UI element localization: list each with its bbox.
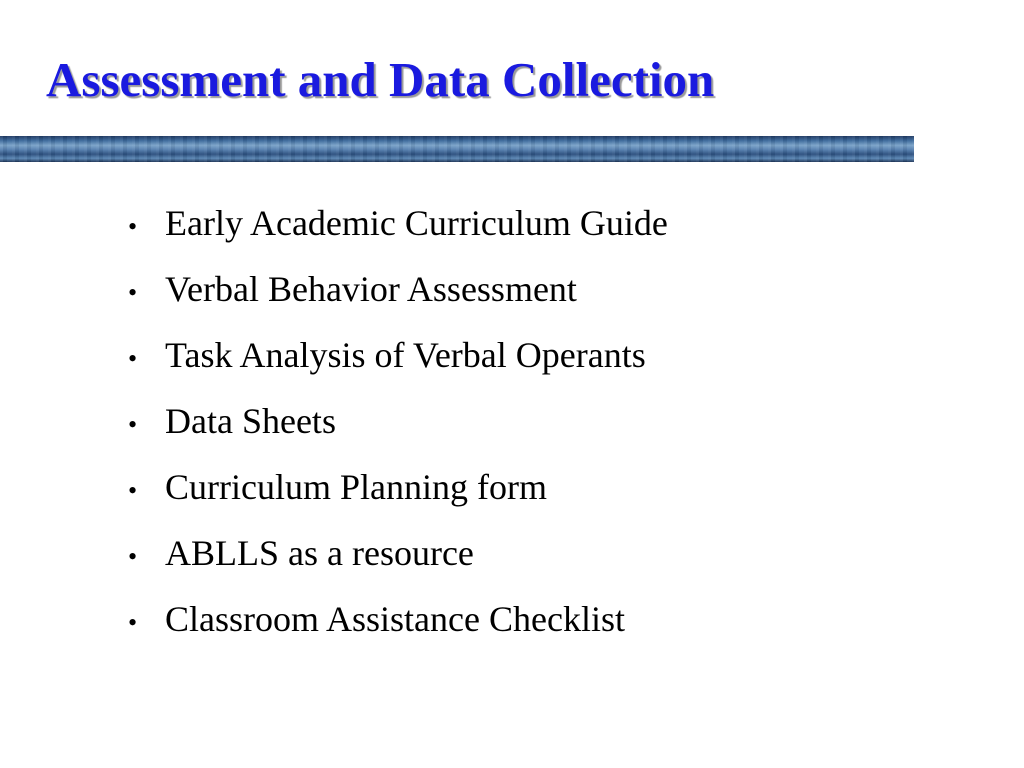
bullet-item [128,262,668,328]
bullet-text: Task Analysis of Verbal Operants [165,335,646,375]
bullet-item [128,526,668,592]
bullet-dot-icon: • [128,608,138,637]
bullet-dot-icon: • [128,542,138,571]
bullet-item [128,196,668,262]
bullet-dot-icon: • [128,344,138,373]
bullet-item [128,460,668,526]
bullet-dot-icon: • [128,476,138,505]
bullet-item [128,394,668,460]
bullet-dot-icon: • [128,212,138,241]
bullet-text: Early Academic Curriculum Guide [165,203,668,243]
bullet-dot-icon: • [128,278,138,307]
bullet-text: ABLLS as a resource [165,533,474,573]
bullet-text: Curriculum Planning form [165,467,547,507]
bullet-item [128,592,668,658]
bullet-dot-icon: • [128,410,138,439]
bullet-text: Data Sheets [165,401,336,441]
title-underline-bar [0,136,914,162]
bullet-text: Classroom Assistance Checklist [165,599,625,639]
slide-title: Assessment and Data Collection [46,52,715,107]
bullet-text: Verbal Behavior Assessment [165,269,577,309]
bullet-item [128,328,668,394]
bullet-list [128,196,668,658]
